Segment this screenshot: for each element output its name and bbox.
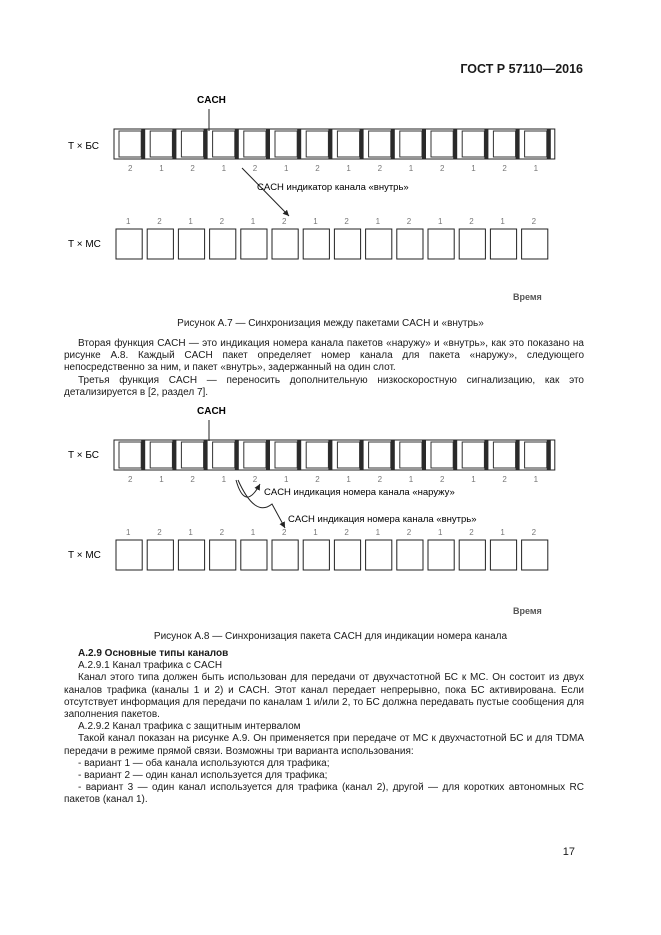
ms-slot-numbers xyxy=(126,217,537,226)
ms-slot xyxy=(303,229,329,259)
bs-slot xyxy=(369,442,391,468)
ms-slot-number: 2 xyxy=(469,217,474,226)
ms-slot-number: 2 xyxy=(282,217,287,226)
bs-slot xyxy=(306,131,328,157)
bs-slot-number: 1 xyxy=(533,475,539,484)
bs-slot xyxy=(462,131,484,157)
cach-block xyxy=(266,129,270,159)
bs-slot-number: 2 xyxy=(128,164,133,173)
ms-slot-number: 2 xyxy=(157,217,162,226)
ms-slot-number: 2 xyxy=(219,217,225,226)
bs-slot xyxy=(337,442,359,468)
bs-slot xyxy=(213,442,235,468)
ms-slot-number: 2 xyxy=(531,528,537,537)
cach-block xyxy=(516,129,520,159)
bs-slot-number: 1 xyxy=(408,164,414,173)
bs-slot-number: 2 xyxy=(440,475,445,484)
bs-slot-number: 1 xyxy=(346,475,351,484)
cach-label: CACH xyxy=(197,95,226,106)
ms-slot-number: 1 xyxy=(375,528,381,537)
ms-slot-number: 2 xyxy=(282,528,287,537)
bs-slot-numbers xyxy=(128,475,539,484)
bs-slot-number: 2 xyxy=(377,475,383,484)
time-label: Время xyxy=(513,606,542,616)
bs-slot xyxy=(150,442,172,468)
ms-slot xyxy=(178,540,204,570)
ms-slot xyxy=(334,229,360,259)
bs-slot-number: 2 xyxy=(252,475,258,484)
bs-slot xyxy=(213,131,235,157)
bs-slot xyxy=(119,442,141,468)
bs-slot-number: 2 xyxy=(252,164,258,173)
ms-slot xyxy=(241,540,267,570)
figure-a8-caption: Рисунок А.8 — Синхронизация пакета CACH для индикации номера канала xyxy=(153,631,508,642)
ms-slot-number: 1 xyxy=(313,528,318,537)
bs-frame xyxy=(114,440,555,470)
bs-slot-number: 1 xyxy=(159,164,164,173)
ms-slot-number: 1 xyxy=(250,528,256,537)
section-heading: А.2.9 Основные типы каналов xyxy=(78,648,229,659)
ms-slot xyxy=(459,229,485,259)
ms-slot-number: 1 xyxy=(500,528,505,537)
ms-slot xyxy=(366,540,392,570)
cach-block xyxy=(391,440,395,470)
bs-slot xyxy=(275,131,297,157)
bs-slot xyxy=(181,442,203,468)
bs-slot-number: 1 xyxy=(284,475,289,484)
ms-slot xyxy=(241,229,267,259)
ms-slot-number: 1 xyxy=(313,217,318,226)
time-label: Время xyxy=(513,292,542,302)
bs-slot xyxy=(400,131,422,157)
paragraph-third-function: Третья функция CACH — переносить дополнительную низкоскоростную сигнализацию, как это детализируется в [2, раздел 7]. xyxy=(64,374,584,398)
bs-slot xyxy=(369,131,391,157)
annotation-inbound: CACH индикация номера канала «внутрь» xyxy=(288,514,477,525)
cach-block xyxy=(172,129,176,159)
cach-label: CACH xyxy=(197,406,226,417)
ms-slot xyxy=(210,229,236,259)
bs-slot xyxy=(244,131,266,157)
annotation-outbound: CACH индикация номера канала «наружу» xyxy=(264,487,455,498)
row-label-ms: T × МС xyxy=(68,550,101,561)
bs-slot-number: 2 xyxy=(315,475,320,484)
subsection-title-2: А.2.9.2 Канал трафика с защитным интервалом xyxy=(78,721,301,733)
figure-a7-caption: Рисунок А.7 — Синхронизация между пакетами CACH и «внутрь» xyxy=(177,318,484,329)
annotation-inbound: CACH индикатор канала «внутрь» xyxy=(257,182,409,193)
cach-block xyxy=(484,440,488,470)
ms-slot-number: 2 xyxy=(344,528,349,537)
ms-slot xyxy=(490,229,516,259)
cach-block xyxy=(141,129,145,159)
cach-block xyxy=(204,129,208,159)
cach-block xyxy=(391,129,395,159)
bs-slot xyxy=(525,442,547,468)
ms-slot xyxy=(210,540,236,570)
bs-slot-number: 1 xyxy=(471,164,476,173)
row-label-bs: T × БС xyxy=(68,450,99,461)
ms-slot-number: 2 xyxy=(406,528,412,537)
bs-slot xyxy=(431,442,453,468)
ms-slot xyxy=(334,540,360,570)
bs-slot xyxy=(400,442,422,468)
ms-slot xyxy=(522,229,548,259)
bs-slot-number: 2 xyxy=(502,164,507,173)
bs-slot xyxy=(306,442,328,468)
ms-slot-number: 2 xyxy=(344,217,349,226)
ms-slot-number: 2 xyxy=(219,528,225,537)
bs-slot-number: 1 xyxy=(346,164,351,173)
bs-slot xyxy=(244,442,266,468)
cach-block xyxy=(328,440,332,470)
cach-block xyxy=(297,440,301,470)
bs-slot xyxy=(431,131,453,157)
ms-slot-number: 1 xyxy=(250,217,256,226)
cach-block xyxy=(360,440,364,470)
bs-slot-number: 1 xyxy=(221,475,227,484)
ms-slot xyxy=(272,540,298,570)
bs-slot-number: 1 xyxy=(533,164,539,173)
cach-block xyxy=(360,129,364,159)
subsection-text-1: Канал этого типа должен быть использован для передачи от двухчастотной БС к МС. Он состоит из двух каналов трафика (каналы 1 и 2) и CACH. Этот канал передает непрерывно, пока БС активирована. Если отсутствует информация для передачи по каналам 1 и/или 2, то БС должна передавать пустые сообщения для заполнения пакетов. xyxy=(64,672,584,721)
paragraph-second-function: Вторая функция CACH — это индикация номера канала пакетов «наружу» и «внутрь», как это показано на рисунке А.8. Каждый CACH пакет определяет номер канала для пакета «наружу», следующего непосредственно за ним, и пакет «внутрь», задержанный на один слот. xyxy=(64,338,584,374)
ms-slot-number: 1 xyxy=(126,217,131,226)
ms-slot-numbers xyxy=(126,528,537,537)
bs-slot-number: 2 xyxy=(190,164,195,173)
cach-block xyxy=(547,129,551,159)
bs-slot xyxy=(119,131,141,157)
cach-block xyxy=(266,440,270,470)
ms-slot xyxy=(116,540,142,570)
ms-slot xyxy=(428,229,454,259)
bs-slot xyxy=(493,442,515,468)
list-item: - вариант 1 — оба канала используются для трафика; xyxy=(78,757,330,769)
bs-slot-number: 2 xyxy=(315,164,320,173)
cach-block xyxy=(235,129,239,159)
bs-slot xyxy=(337,131,359,157)
subsection-text-2: Такой канал показан на рисунке А.9. Он применяется при передаче от МС к двухчастотной БС и для TDMA передачи в режиме прямой связи. Возможны три варианта использования: xyxy=(64,733,584,757)
cach-block xyxy=(141,440,145,470)
bs-slot xyxy=(462,442,484,468)
ms-slot-number: 1 xyxy=(375,217,381,226)
ms-slot xyxy=(272,229,298,259)
ms-slot xyxy=(428,540,454,570)
ms-slot-number: 2 xyxy=(157,528,162,537)
bs-slot-row xyxy=(114,440,555,470)
ms-slot xyxy=(147,540,173,570)
cach-block xyxy=(453,129,457,159)
ms-slot-number: 1 xyxy=(438,217,443,226)
ms-slot xyxy=(459,540,485,570)
row-label-bs: T × БС xyxy=(68,141,99,152)
bs-slot xyxy=(150,131,172,157)
ms-slot-number: 1 xyxy=(500,217,505,226)
ms-slot xyxy=(397,540,423,570)
bs-slot-number: 2 xyxy=(502,475,507,484)
ms-slot xyxy=(397,229,423,259)
bs-slot xyxy=(493,131,515,157)
bs-slot-number: 1 xyxy=(221,164,227,173)
bs-slot xyxy=(525,131,547,157)
cach-block xyxy=(547,440,551,470)
ms-slot xyxy=(116,229,142,259)
ms-slot xyxy=(366,229,392,259)
bs-slot-row xyxy=(114,129,555,159)
ms-slot-number: 1 xyxy=(438,528,443,537)
cach-block xyxy=(204,440,208,470)
bs-slot-number: 2 xyxy=(128,475,133,484)
cach-block xyxy=(172,440,176,470)
cach-block xyxy=(422,129,426,159)
ms-slot-number: 1 xyxy=(126,528,131,537)
list-item: - вариант 2 — один канал используется для трафика; xyxy=(78,770,328,782)
ms-slot xyxy=(490,540,516,570)
ms-slot-number: 2 xyxy=(531,217,537,226)
ms-slot xyxy=(522,540,548,570)
bs-slot-numbers xyxy=(128,164,539,173)
bs-slot-number: 2 xyxy=(377,164,383,173)
bs-slot-number: 1 xyxy=(159,475,164,484)
bs-slot xyxy=(181,131,203,157)
bs-frame xyxy=(114,129,555,159)
ms-slot-number: 2 xyxy=(406,217,412,226)
ms-slot xyxy=(303,540,329,570)
cach-block xyxy=(484,129,488,159)
ms-slot xyxy=(178,229,204,259)
paragraph-functions xyxy=(64,338,584,399)
cach-block xyxy=(328,129,332,159)
ms-slot-row xyxy=(116,229,548,259)
bs-slot xyxy=(275,442,297,468)
ms-slot-number: 1 xyxy=(188,217,193,226)
ms-slot-row xyxy=(116,540,548,570)
cach-block xyxy=(516,440,520,470)
cach-block xyxy=(297,129,301,159)
bs-slot-number: 1 xyxy=(284,164,289,173)
standard-number: ГОСТ Р 57110—2016 xyxy=(460,62,583,76)
bs-slot-number: 1 xyxy=(408,475,414,484)
ms-slot-number: 2 xyxy=(469,528,474,537)
ms-slot-number: 1 xyxy=(188,528,193,537)
cach-block xyxy=(422,440,426,470)
ms-slot xyxy=(147,229,173,259)
section-a29 xyxy=(64,648,584,807)
subsection-title-1: А.2.9.1 Канал трафика с CACH xyxy=(78,660,223,672)
bs-slot-number: 2 xyxy=(440,164,445,173)
bs-slot-number: 1 xyxy=(471,475,476,484)
page-number: 17 xyxy=(562,846,575,858)
cach-block xyxy=(453,440,457,470)
bs-slot-number: 2 xyxy=(190,475,195,484)
list-item: - вариант 3 — один канал используется для трафика (канал 2), другой — для коротких автономных RC пакетов (канал 1). xyxy=(64,782,584,806)
cach-block xyxy=(235,440,239,470)
figure-a7-diagram xyxy=(0,85,661,310)
figure-a8-diagram xyxy=(0,400,661,620)
row-label-ms: T × МС xyxy=(68,239,101,250)
